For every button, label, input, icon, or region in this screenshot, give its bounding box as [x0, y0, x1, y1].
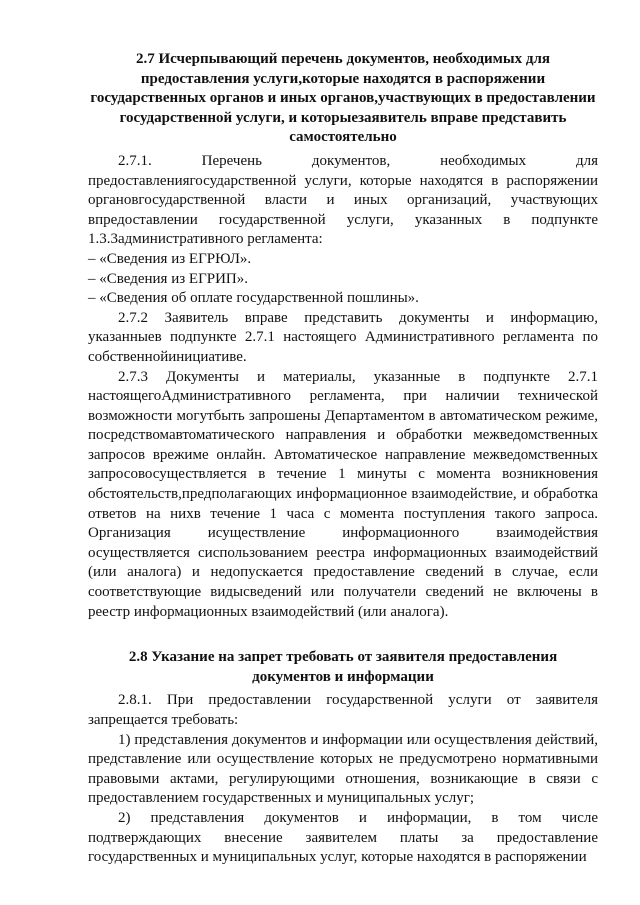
- list-item-2-8-1-1: 1) представления документов и информации или осуществления действий, представление или осуществление которых не предусмотрено нормативными правовыми актами, регулирующими отношения, возникающие в связи с предоставлением государственных и муниципальных услуг;: [88, 731, 598, 807]
- list-item-egrip: – «Сведения из ЕГРИП».: [88, 270, 248, 287]
- list-item-state-fee: – «Сведения об оплате государственной пошлины».: [88, 290, 419, 307]
- list-item-egrul: – «Сведения из ЕГРЮЛ».: [88, 250, 252, 267]
- section-2-8-title: 2.8 Указание на запрет требовать от заявителя предоставления документов и информации: [128, 649, 558, 685]
- section-2-7-title: 2.7 Исчерпывающий перечень документов, необходимых для предоставления услуги,которые находятся в распоряжении государственных органов и иных органов,участвующих в предоставлении государственной услуги, и которыезаявитель вправе представить самостоятельно: [90, 51, 596, 146]
- list-item-2-8-1-2: 2) представления документов и информации, в том числе подтверждающих внесение заявителем платы за предоставление государственных и муниципальных услуг, которые находятся в распоряжении: [88, 809, 598, 866]
- paragraph-2-7-3: 2.7.3 Документы и материалы, указанные в подпункте 2.7.1 настоящегоАдминистративного регламента, при наличии технической возможности могутбыть запрошены Департаментом в автоматическом режиме, посредствомавтоматического направления и обработки межведомственных запросов врежиме онлайн. Автоматическое направление межведомственных запросовосуществляется в течение 1 минуты с момента возникновения обстоятельств,предполагающих информационное взаимодействие, и обработка ответов на нихв течение 1 часа с момента поступления такого запроса. Организация исуществление информационного взаимодействия осуществляется сиспользованием реестра информационных взаимодействий (или аналога) и недопускается предоставление сведений в случае, если соответствующие видысведений или получатели сведений не включены в реестр информационных взаимодействий (или аналога).: [88, 368, 598, 620]
- paragraph-2-8-1: 2.8.1. При предоставлении государственной услуги от заявителя запрещается требовать:: [88, 692, 598, 728]
- paragraph-2-7-1: 2.7.1. Перечень документов, необходимых для предоставлениягосударственной услуги, которые находятся в распоряжении органовгосударственной власти и иных организаций, участвующих впредоставлении государственной услуги, указанных в подпункте 1.3.3административного регламента:: [88, 152, 598, 248]
- paragraph-2-7-2: 2.7.2 Заявитель вправе представить документы и информацию, указанныев подпункте 2.7.1 настоящего Административного регламента по собственнойинициативе.: [88, 309, 598, 365]
